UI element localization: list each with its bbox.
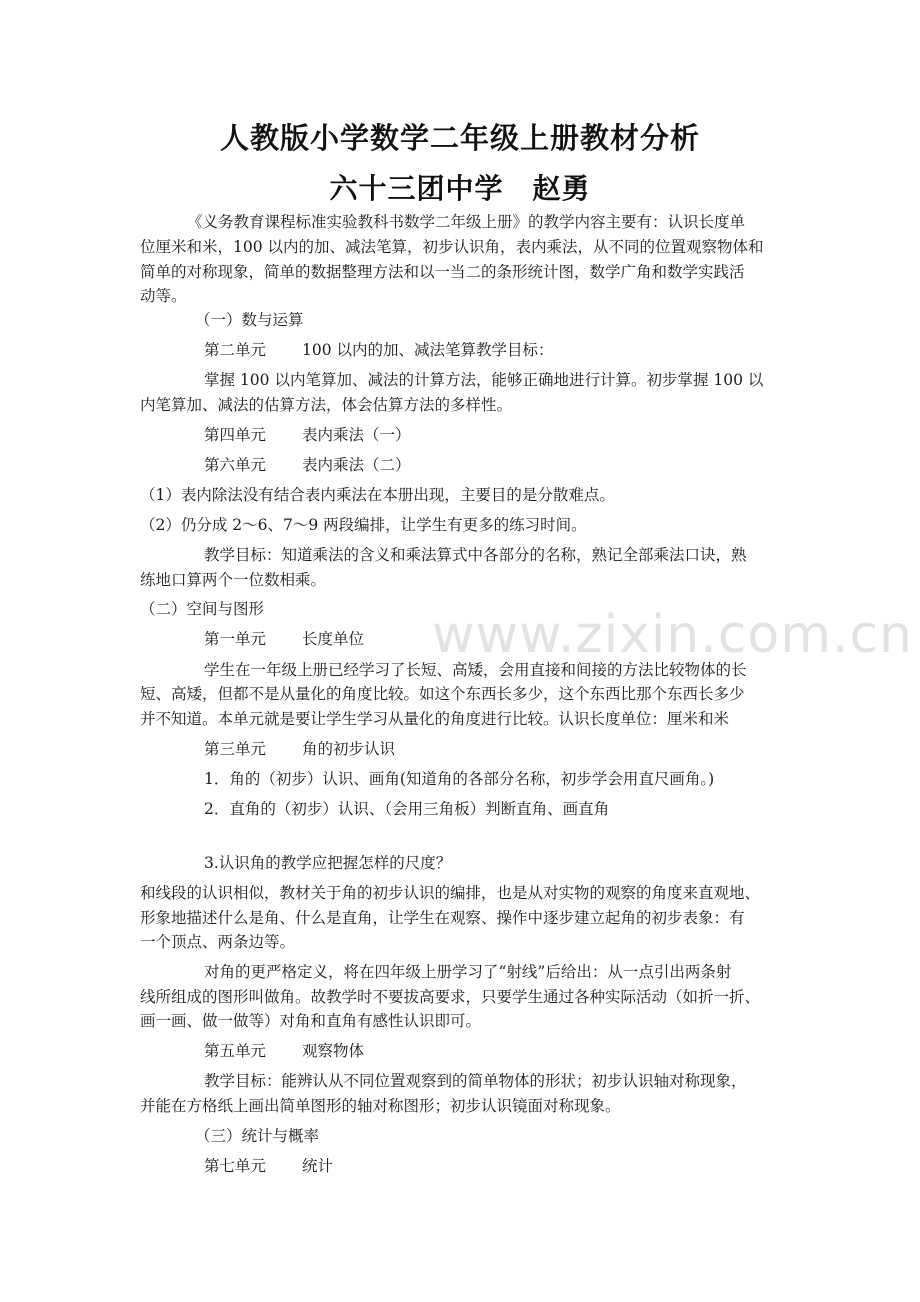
unit-topic: 观察物体 bbox=[302, 1042, 365, 1060]
paragraph-line: 教学目标：能辨认从不同位置观察到的简单物体的形状；初步认识轴对称现象， bbox=[204, 1072, 747, 1090]
document-title: 人教版小学数学二年级上册教材分析 bbox=[219, 121, 700, 155]
list-item: 1．角的（初步）认识、画角(知道角的各部分名称，初步学会用直尺画角。) bbox=[204, 770, 715, 788]
paragraph-line: 对角的更严格定义，将在四年级上册学习了“射线”后给出：从一点引出两条射 bbox=[204, 963, 732, 981]
paragraph-line: 短、高矮，但都不是从量化的角度比较。如这个东西长多少，这个东西比那个东西长多少 bbox=[140, 685, 745, 703]
unit-label: 第一单元 bbox=[204, 630, 267, 648]
unit-topic: 统计 bbox=[302, 1157, 334, 1175]
paragraph-line: 动等。 bbox=[140, 287, 187, 305]
unit-heading bbox=[140, 1154, 844, 1179]
paragraph-line: 形象地描述什么是角、什么是直角，让学生在观察、操作中逐步建立起角的初步表象：有 bbox=[140, 909, 745, 927]
unit-label: 第五单元 bbox=[204, 1042, 267, 1060]
paragraph-line: 学生在一年级上册已经学习了长短、高矮，会用直接和间接的方法比较物体的长 bbox=[204, 661, 747, 679]
paragraph-line: 《义务教育课程标准实验教科书数学二年级上册》的教学内容主要有：认识长度单 bbox=[187, 213, 746, 231]
paragraph-line: 画一画、做一做等）对角和直角有感性认识即可。 bbox=[140, 1012, 482, 1030]
watermark-text: www.zixin.com.cn bbox=[432, 605, 913, 665]
paragraph-line: 一个顶点、两条边等。 bbox=[140, 933, 296, 951]
paragraph-line: 线所组成的图形叫做角。故教学时不要拔高要求，只要学生通过各种实际活动（如折一折、 bbox=[140, 988, 761, 1006]
unit-topic: 100 以内的加、减法笔算教学目标： bbox=[302, 341, 554, 359]
paragraph-line: 位厘米和米，100 以内的加、减法笔算，初步认识角，表内乘法，从不同的位置观察物体和 bbox=[140, 238, 764, 256]
list-item: 3.认识角的教学应把握怎样的尺度？ bbox=[204, 854, 452, 872]
unit-topic: 表内乘法（二） bbox=[302, 456, 411, 474]
unit-label: 第三单元 bbox=[204, 740, 267, 758]
unit-topic: 表内乘法（一） bbox=[302, 426, 411, 444]
unit-label: 第二单元 bbox=[204, 341, 267, 359]
unit-topic: 角的初步认识 bbox=[302, 740, 396, 758]
section-heading: （二）空间与图形 bbox=[140, 600, 265, 618]
unit-heading bbox=[140, 453, 844, 478]
unit-heading bbox=[140, 1039, 844, 1064]
paragraph-line: 内笔算加、减法的估算方法，体会估算方法的多样性。 bbox=[140, 396, 513, 414]
unit-label: 第四单元 bbox=[204, 426, 267, 444]
paragraph-line: 教学目标：知道乘法的含义和乘法算式中各部分的名称，熟记全部乘法口诀，熟 bbox=[204, 546, 747, 564]
paragraph-line: 练地口算两个一位数相乘。 bbox=[140, 571, 327, 589]
paragraph-line: 并不知道。本单元就是要让学生学习从量化的角度进行比较。认识长度单位：厘米和米 bbox=[140, 710, 730, 728]
unit-heading bbox=[140, 627, 844, 652]
section-heading: （三）统计与概率 bbox=[195, 1127, 320, 1145]
paragraph-line: 并能在方格纸上画出简单图形的轴对称图形；初步认识镜面对称现象。 bbox=[140, 1097, 621, 1115]
unit-label: 第六单元 bbox=[204, 456, 267, 474]
paragraph-line: 简单的对称现象，简单的数据整理方法和以一当二的条形统计图，数学广角和数学实践活 bbox=[140, 263, 745, 281]
list-item: 2．直角的（初步）认识、（会用三角板）判断直角、画直角 bbox=[204, 800, 610, 818]
unit-heading bbox=[140, 737, 844, 762]
paragraph-line: 掌握 100 以内笔算加、减法的计算方法，能够正确地进行计算。初步掌握 100 以 bbox=[204, 371, 764, 389]
paragraph-line: （1）表内除法没有结合表内乘法在本册出现，主要目的是分散难点。 bbox=[140, 486, 615, 504]
unit-label: 第七单元 bbox=[204, 1157, 267, 1175]
unit-topic: 长度单位 bbox=[302, 630, 365, 648]
author-line: 六十三团中学 赵勇 bbox=[329, 172, 591, 205]
paragraph-line: （2）仍分成 2～6、7～9 两段编排，让学生有更多的练习时间。 bbox=[140, 516, 587, 534]
section-heading: （一）数与运算 bbox=[195, 311, 304, 329]
paragraph-line: 和线段的认识相似，教材关于角的初步认识的编排，也是从对实物的观察的角度来直观地、 bbox=[140, 884, 761, 902]
unit-heading bbox=[140, 423, 844, 448]
unit-heading bbox=[140, 338, 844, 363]
